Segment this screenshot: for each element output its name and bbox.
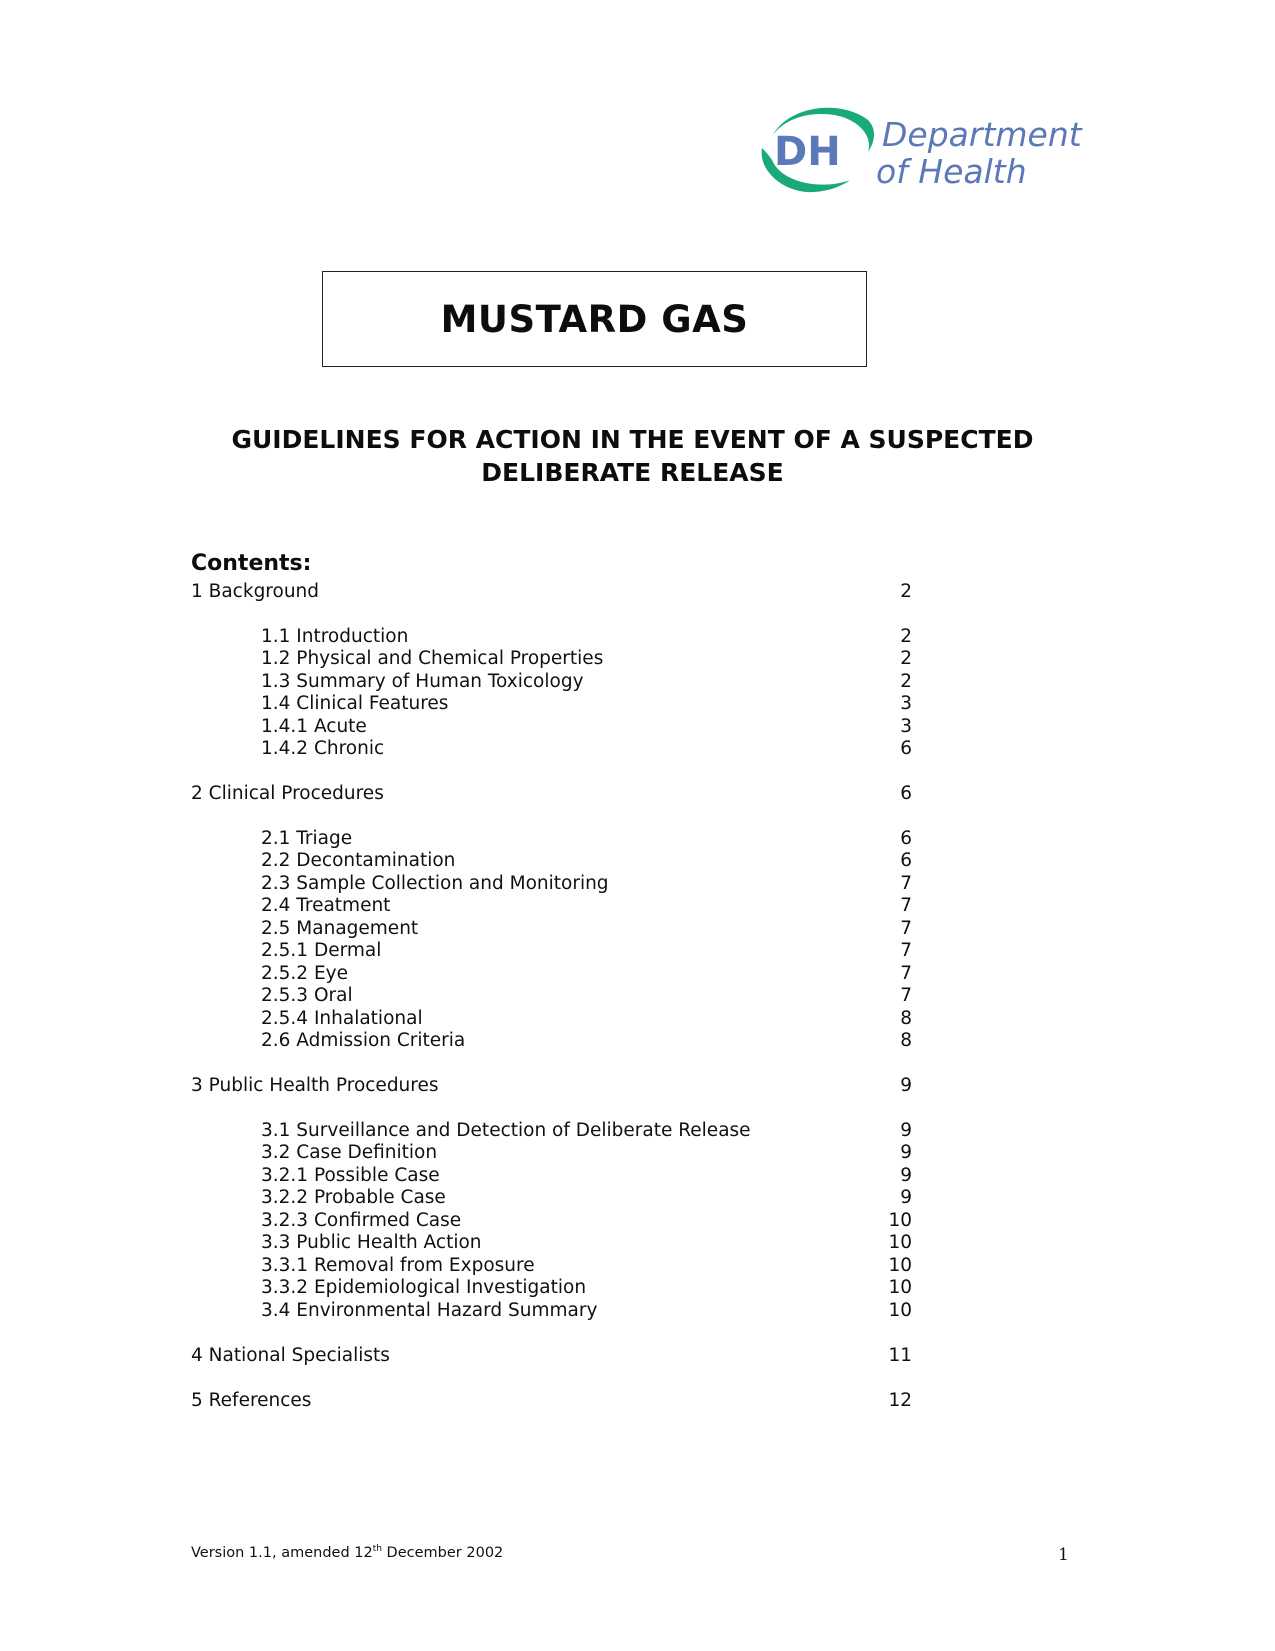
toc-section: [0, 1074, 1275, 1098]
toc-subsection: [0, 625, 1275, 649]
toc-entry-label: 2.5.4 Inhalational: [261, 1008, 423, 1029]
toc-subsection: [0, 1299, 1275, 1323]
toc-subsection: [0, 1164, 1275, 1188]
toc-entry-label: 3.3 Public Health Action: [261, 1232, 482, 1253]
toc-subsection: [0, 872, 1275, 896]
toc-entry-page: 10: [888, 1232, 912, 1253]
toc-entry-label: 2.6 Admission Criteria: [261, 1030, 466, 1051]
toc-entry-page: 7: [900, 895, 912, 916]
toc-entry-label: 5 References: [191, 1390, 312, 1411]
toc-entry-page: 9: [900, 1187, 912, 1208]
logo-line1: Department: [882, 115, 1082, 154]
toc-entry-page: 7: [900, 940, 912, 961]
toc-entry-label: 3.3.2 Epidemiological Investigation: [261, 1277, 587, 1298]
toc-subsection: [0, 917, 1275, 941]
toc-entry-label: 3 Public Health Procedures: [191, 1075, 439, 1096]
toc-subsection: [0, 1029, 1275, 1053]
toc-entry-page: 6: [900, 850, 912, 871]
toc-subsection: [0, 670, 1275, 694]
toc-entry-page: 7: [900, 873, 912, 894]
toc-subsection: [0, 1209, 1275, 1233]
toc-section: [0, 1389, 1275, 1413]
toc-subsection: [0, 1276, 1275, 1300]
subtitle-line-2: DELIBERATE RELEASE: [481, 458, 784, 487]
toc-entry-page: 12: [888, 1390, 912, 1411]
toc-entry-label: 3.3.1 Removal from Exposure: [261, 1255, 535, 1276]
toc-entry-label: 2.5.1 Dermal: [261, 940, 382, 961]
toc-subsection: [0, 1186, 1275, 1210]
toc-entry-page: 2: [900, 626, 912, 647]
footer-version: [191, 1545, 503, 1561]
toc-entry-page: 2: [900, 648, 912, 669]
toc-entry-label: 4 National Specialists: [191, 1345, 390, 1366]
toc-entry-page: 8: [900, 1030, 912, 1051]
toc-entry-page: 8: [900, 1008, 912, 1029]
logo-initials: DH: [774, 129, 841, 175]
contents-heading: Contents:: [191, 551, 312, 576]
toc-entry-page: 3: [900, 716, 912, 737]
toc-entry-page: 9: [900, 1165, 912, 1186]
toc-entry-label: 2.2 Decontamination: [261, 850, 456, 871]
toc-entry-label: 2.5.2 Eye: [261, 963, 348, 984]
toc-section: [0, 1344, 1275, 1368]
toc-entry-label: 1.4 Clinical Features: [261, 693, 449, 714]
toc-entry-page: 7: [900, 918, 912, 939]
toc-entry-page: 6: [900, 783, 912, 804]
toc-entry-label: 1.4.1 Acute: [261, 716, 367, 737]
toc-entry-page: 2: [900, 671, 912, 692]
toc-subsection: [0, 1119, 1275, 1143]
toc-entry-page: 7: [900, 963, 912, 984]
toc-entry-page: 3: [900, 693, 912, 714]
toc-subsection: [0, 1007, 1275, 1031]
toc-subsection: [0, 894, 1275, 918]
toc-entry-label: 1.2 Physical and Chemical Properties: [261, 648, 604, 669]
toc-entry-label: 2.3 Sample Collection and Monitoring: [261, 873, 609, 894]
toc-entry-label: 2.1 Triage: [261, 828, 353, 849]
toc-entry-label: 2.5.3 Oral: [261, 985, 353, 1006]
toc-entry-page: 9: [900, 1120, 912, 1141]
toc-subsection: [0, 984, 1275, 1008]
document-title: MUSTARD GAS: [440, 297, 749, 341]
footer-version-suffix: December 2002: [381, 1545, 504, 1561]
toc-entry-page: 6: [900, 828, 912, 849]
toc-subsection: [0, 1231, 1275, 1255]
toc-section: [0, 580, 1275, 604]
toc-subsection: [0, 715, 1275, 739]
toc-subsection: [0, 939, 1275, 963]
toc-entry-page: 9: [900, 1142, 912, 1163]
toc-entry-label: 2 Clinical Procedures: [191, 783, 384, 804]
toc-subsection: [0, 962, 1275, 986]
toc-subsection: [0, 1254, 1275, 1278]
toc-entry-label: 3.2.3 Confirmed Case: [261, 1210, 462, 1231]
toc-entry-label: 3.2.2 Probable Case: [261, 1187, 446, 1208]
subtitle-line-1: GUIDELINES FOR ACTION IN THE EVENT OF A SUSPECTED: [231, 425, 1034, 454]
toc-entry-page: 10: [888, 1255, 912, 1276]
toc-subsection: [0, 737, 1275, 761]
footer-version-prefix: Version 1.1, amended 12: [191, 1545, 373, 1561]
toc-subsection: [0, 827, 1275, 851]
toc-entry-label: 1.4.2 Chronic: [261, 738, 385, 759]
toc-entry-page: 2: [900, 581, 912, 602]
toc-entry-label: 2.5 Management: [261, 918, 419, 939]
toc-entry-page: 11: [888, 1345, 912, 1366]
toc-entry-label: 1.1 Introduction: [261, 626, 409, 647]
toc-entry-page: 7: [900, 985, 912, 1006]
toc-entry-label: 1.3 Summary of Human Toxicology: [261, 671, 584, 692]
toc-entry-label: 3.1 Surveillance and Detection of Deliberate Release: [261, 1120, 751, 1141]
toc-entry-label: 3.2 Case Definition: [261, 1142, 438, 1163]
toc-subsection: [0, 647, 1275, 671]
toc-entry-label: 3.2.1 Possible Case: [261, 1165, 440, 1186]
toc-entry-label: 1 Background: [191, 581, 320, 602]
footer-page-number: 1: [1058, 1545, 1069, 1565]
toc-entry-page: 10: [888, 1210, 912, 1231]
toc-entry-page: 6: [900, 738, 912, 759]
logo-line2: of Health: [876, 152, 1027, 191]
toc-subsection: [0, 692, 1275, 716]
toc-entry-label: 2.4 Treatment: [261, 895, 391, 916]
toc-subsection: [0, 1141, 1275, 1165]
toc-subsection: [0, 849, 1275, 873]
toc-entry-page: 10: [888, 1277, 912, 1298]
toc-entry-page: 10: [888, 1300, 912, 1321]
toc-section: [0, 782, 1275, 806]
toc-entry-label: 3.4 Environmental Hazard Summary: [261, 1300, 598, 1321]
footer-version-sup: th: [372, 1544, 382, 1554]
toc-entry-page: 9: [900, 1075, 912, 1096]
